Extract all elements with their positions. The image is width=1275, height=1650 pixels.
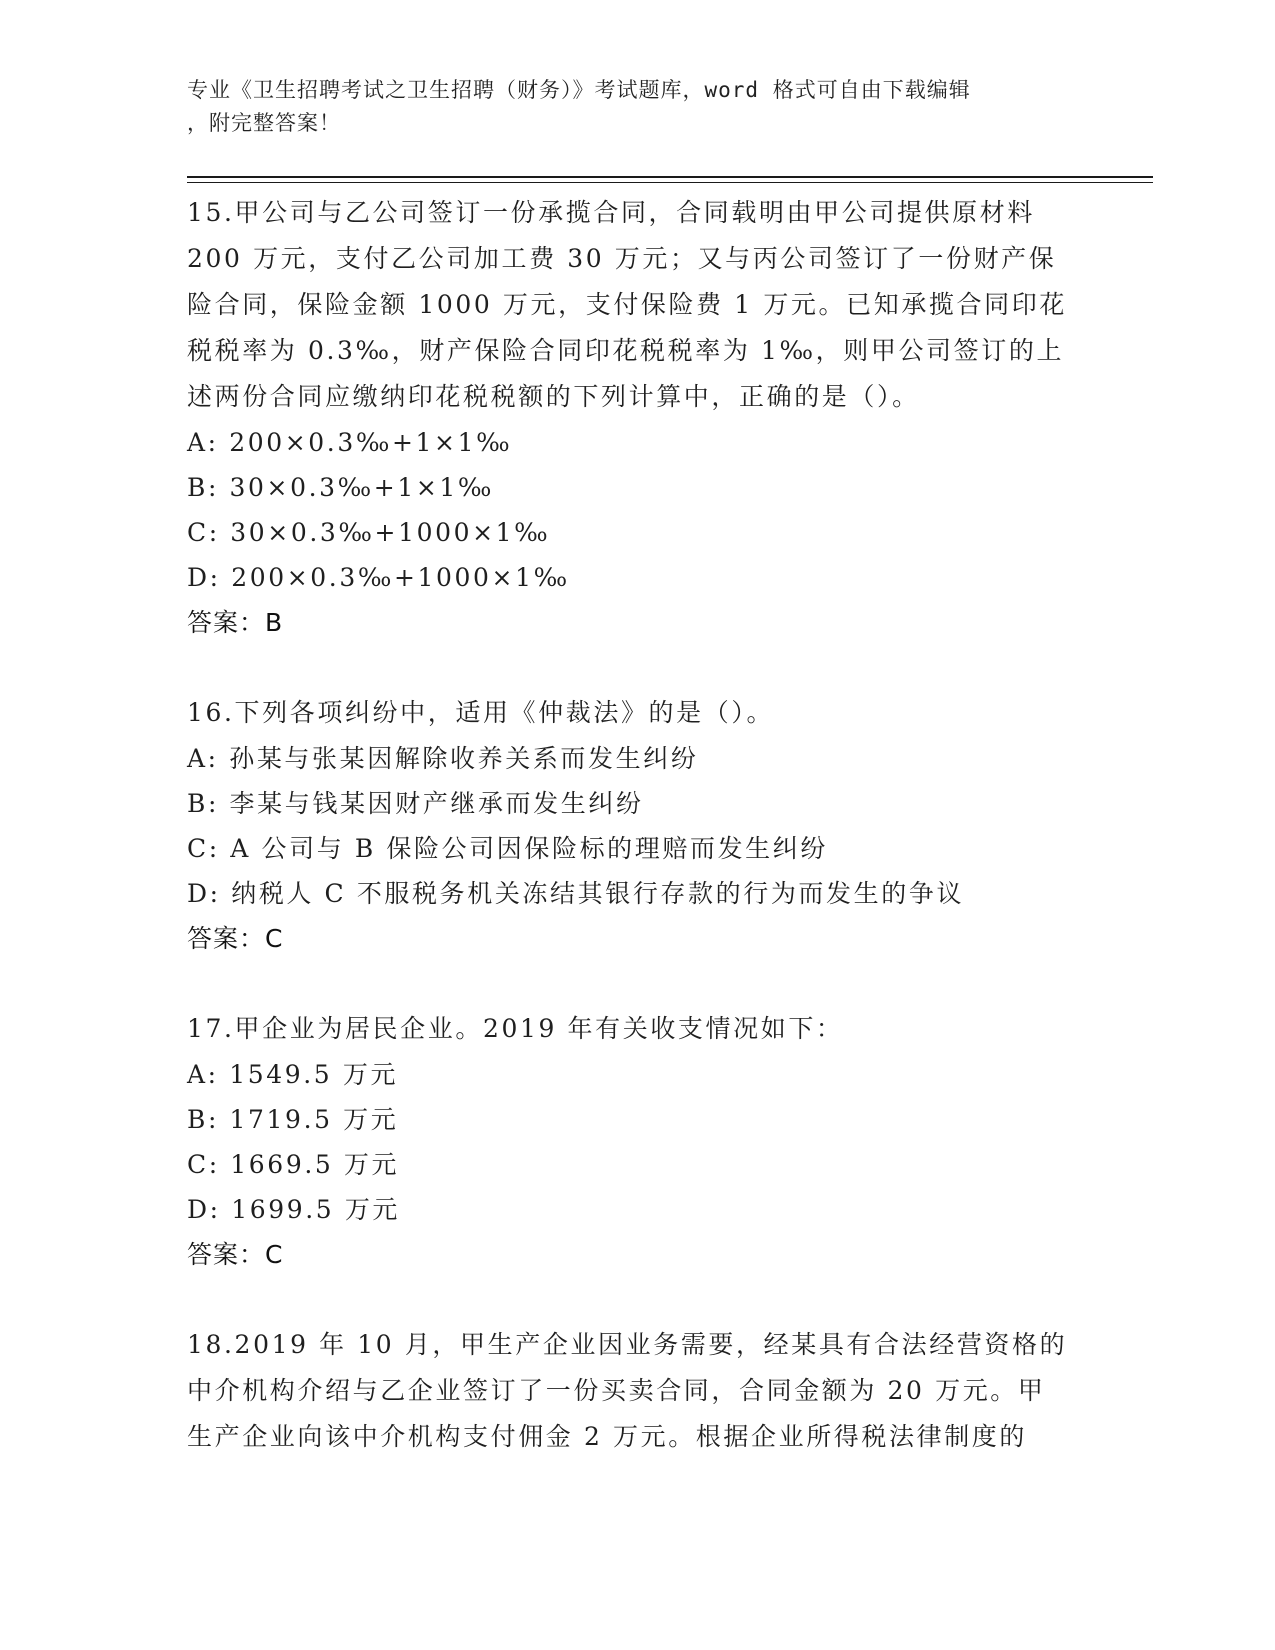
option-b: B: 李某与钱某因财产继承而发生纠纷	[187, 789, 644, 818]
question-stem-line: 16.下列各项纠纷中，适用《仲裁法》的是（）。	[187, 698, 775, 727]
question-list	[187, 190, 1087, 1460]
question-stem-line: 述两份合同应缴纳印花税税额的下列计算中，正确的是（）。	[187, 382, 920, 411]
question-stem-line: 税税率为 0.3‰，财产保险合同印花税税率为 1‰，则甲公司签订的上	[187, 336, 1065, 365]
option-c: C: 30×0.3‰+1000×1‰	[187, 518, 551, 547]
answer-line: 答案：C	[187, 1240, 284, 1269]
option-b: B: 30×0.3‰+1×1‰	[187, 473, 495, 502]
question-gap	[187, 1278, 1087, 1322]
question-15	[187, 190, 1087, 646]
question-18	[187, 1322, 1087, 1460]
question-stem-line: 18.2019 年 10 月，甲生产企业因业务需要，经某具有合法经营资格的	[187, 1330, 1068, 1359]
option-d: D: 200×0.3‰+1000×1‰	[187, 563, 570, 592]
option-a: A: 1549.5 万元	[187, 1060, 399, 1089]
question-gap	[187, 646, 1087, 690]
answer-line: 答案：C	[187, 924, 284, 953]
header-line-2: ，附完整答案！	[187, 111, 341, 135]
question-16	[187, 690, 1087, 962]
option-b: B: 1719.5 万元	[187, 1105, 399, 1134]
header-divider-thick	[187, 176, 1153, 178]
question-stem-line: 17.甲企业为居民企业。2019 年有关收支情况如下：	[187, 1014, 844, 1043]
option-c: C: 1669.5 万元	[187, 1150, 400, 1179]
question-stem-line: 生产企业向该中介机构支付佣金 2 万元。根据企业所得税法律制度的	[187, 1422, 1028, 1451]
option-a: A: 200×0.3‰+1×1‰	[187, 428, 513, 457]
option-d: D: 1699.5 万元	[187, 1195, 401, 1224]
option-d: D: 纳税人 C 不服税务机关冻结其银行存款的行为而发生的争议	[187, 879, 965, 908]
question-stem-line: 中介机构介绍与乙企业签订了一份买卖合同，合同金额为 20 万元。甲	[187, 1376, 1046, 1405]
option-a: A: 孙某与张某因解除收养关系而发生纠纷	[187, 744, 699, 773]
question-stem-line: 200 万元，支付乙公司加工费 30 万元；又与丙公司签订了一份财产保	[187, 244, 1057, 273]
question-17	[187, 1006, 1087, 1278]
header-line-1: 专业《卫生招聘考试之卫生招聘（财务）》考试题库，word 格式可自由下载编辑	[187, 78, 971, 102]
question-stem-line: 险合同，保险金额 1000 万元，支付保险费 1 万元。已知承揽合同印花	[187, 290, 1067, 319]
question-gap	[187, 962, 1087, 1006]
option-c: C: A 公司与 B 保险公司因保险标的理赔而发生纠纷	[187, 834, 828, 863]
document-header	[187, 74, 1067, 140]
header-divider-thin	[187, 182, 1153, 183]
question-stem-line: 15.甲公司与乙公司签订一份承揽合同，合同载明由甲公司提供原材料	[187, 198, 1035, 227]
answer-line: 答案：B	[187, 608, 284, 637]
